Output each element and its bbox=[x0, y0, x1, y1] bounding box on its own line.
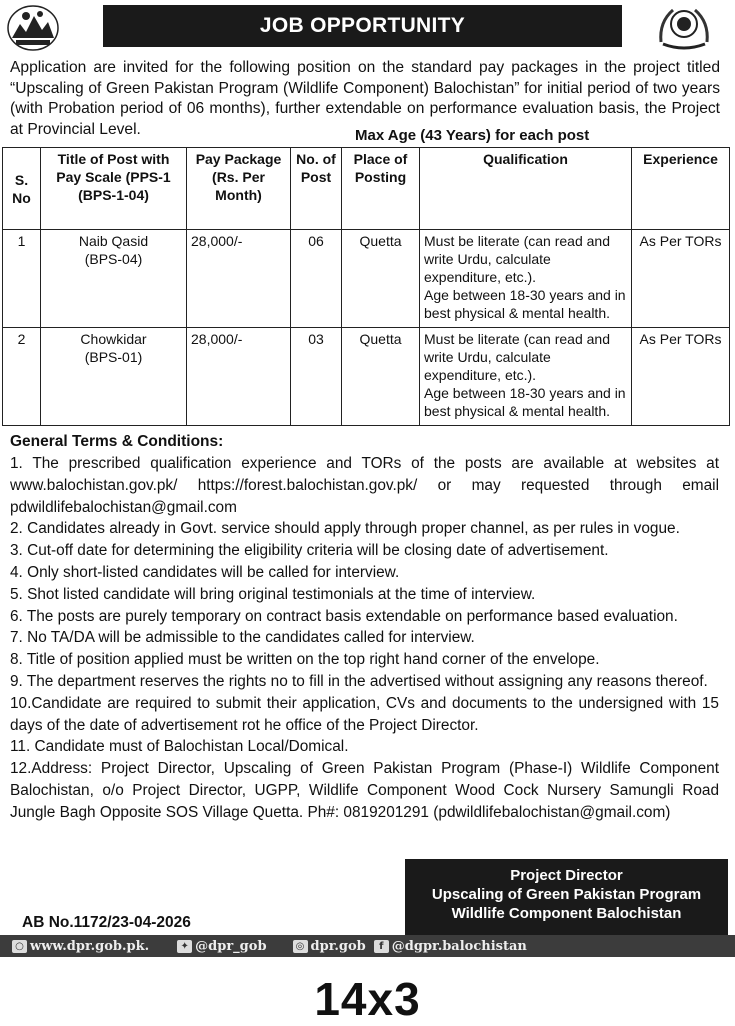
intro-paragraph: Application are invited for the following position on the standard pay packages in the project titled “Upscaling of Green Pakistan Program (Wildlife Component) Balochistan” for initial period of two years (with Probation period of 06 months), further extendable on performance evaluation basis, the Project at Provincial Level. bbox=[10, 59, 720, 138]
term-item: 11. Candidate must of Balochistan Local/Domical. bbox=[10, 738, 349, 756]
footer-bar bbox=[0, 935, 735, 957]
term-item: 7. No TA/DA will be admissible to the candidates called for interview. bbox=[10, 629, 475, 647]
col-header-experience: Experience bbox=[632, 148, 730, 230]
qualification-literacy: Must be literate (can read and write Urdu, calculate expenditure, etc.). bbox=[424, 233, 610, 285]
footer-facebook bbox=[374, 939, 527, 954]
post-scale: (BPS-01) bbox=[84, 349, 143, 365]
term-item: 12.Address: Project Director, Upscaling of Green Pakistan Program (Phase-I) Wildlife Component Balochistan, o/o Project Director, UGPP, Wildlife Component Wood Cock Nursery Samungli Road Jungle Bagh Opposite SOS Village Quetta. Ph#: 0819201291 (pdwildlifebalochistan@gmail.com) bbox=[10, 760, 719, 821]
footer-facebook-text: @dgpr.balochistan bbox=[391, 938, 527, 954]
row-sno: 1 bbox=[3, 230, 41, 328]
qualification-literacy: Must be literate (can read and write Urdu, calculate expenditure, etc.). bbox=[424, 331, 610, 383]
qualification-age: Age between 18-30 years and in best physical & mental health. bbox=[424, 287, 626, 321]
term-item: 1. The prescribed qualification experience and TORs of the posts are available at websites at www.balochistan.gov.pk/ https://forest.balochistan.gov.pk/ or may requested through email pdwildlifebalochistan@gmail.com bbox=[10, 455, 719, 516]
row-place: Quetta bbox=[342, 328, 420, 426]
row-title bbox=[41, 230, 187, 328]
row-qualification bbox=[420, 328, 632, 426]
row-qualification bbox=[420, 230, 632, 328]
signature-component: Wildlife Component Balochistan bbox=[451, 905, 682, 922]
balochistan-govt-emblem-icon bbox=[6, 4, 60, 52]
footer-instagram-text: dpr.gob bbox=[310, 938, 366, 954]
term-item: 9. The department reserves the rights no to fill in the advertised without assigning any reasons thereof. bbox=[10, 672, 708, 690]
forest-wildlife-dept-emblem-icon bbox=[655, 2, 713, 54]
col-header-title: Title of Post with Pay Scale (PPS-1 (BPS-1-04) bbox=[41, 148, 187, 230]
col-header-pay: Pay Package (Rs. Per Month) bbox=[187, 148, 291, 230]
terms-list bbox=[10, 453, 719, 824]
ab-number: AB No.1172/23-04-2026 bbox=[22, 914, 191, 931]
table-row bbox=[3, 230, 730, 328]
ad-size-code: 14x3 bbox=[314, 973, 421, 1025]
max-age-note: Max Age (43 Years) for each post bbox=[355, 127, 590, 144]
row-experience: As Per TORs bbox=[632, 328, 730, 426]
col-header-posts: No. of Post bbox=[291, 148, 342, 230]
col-header-qualification: Qualification bbox=[420, 148, 632, 230]
page-title: JOB OPPORTUNITY bbox=[103, 5, 622, 47]
footer-website bbox=[12, 939, 149, 954]
table-row bbox=[3, 328, 730, 426]
terms-heading: General Terms & Conditions: bbox=[10, 433, 224, 450]
term-item: 4. Only short-listed candidates will be called for interview. bbox=[10, 563, 400, 581]
row-pay: 28,000/- bbox=[187, 230, 291, 328]
footer-website-text: www.dpr.gob.pk. bbox=[30, 938, 150, 954]
row-title bbox=[41, 328, 187, 426]
col-header-sno: S. No bbox=[3, 148, 41, 230]
row-place: Quetta bbox=[342, 230, 420, 328]
post-title: Naib Qasid bbox=[78, 233, 149, 249]
term-item: 3. Cut-off date for determining the eligibility criteria will be closing date of advertisement. bbox=[10, 542, 609, 560]
qualification-age: Age between 18-30 years and in best physical & mental health. bbox=[424, 385, 626, 419]
term-item: 6. The posts are purely temporary on contract basis extendable on performance based evaluation. bbox=[10, 607, 678, 625]
signature-program: Upscaling of Green Pakistan Program bbox=[431, 886, 702, 903]
term-item: 10.Candidate are required to submit their application, CVs and documents to the undersigned with 15 days of the date of advertisement rot he office of the Project Director. bbox=[10, 694, 719, 734]
signature-block bbox=[405, 859, 728, 935]
footer-twitter-text: @dpr_gob bbox=[195, 938, 267, 954]
footer-instagram bbox=[293, 939, 366, 954]
footer-twitter bbox=[177, 939, 266, 954]
jobs-table bbox=[2, 147, 730, 426]
post-scale: (BPS-04) bbox=[84, 251, 143, 267]
signature-designation: Project Director bbox=[510, 867, 623, 884]
globe-icon: ○ bbox=[12, 940, 27, 953]
term-item: 5. Shot listed candidate will bring original testimonials at the time of interview. bbox=[10, 585, 536, 603]
facebook-icon: f bbox=[374, 940, 389, 953]
row-sno: 2 bbox=[3, 328, 41, 426]
row-pay: 28,000/- bbox=[187, 328, 291, 426]
row-posts: 06 bbox=[291, 230, 342, 328]
post-title: Chowkidar bbox=[80, 331, 147, 347]
term-item: 8. Title of position applied must be written on the top right hand corner of the envelope. bbox=[10, 651, 600, 669]
twitter-icon: ✦ bbox=[177, 940, 192, 953]
instagram-icon: ◎ bbox=[293, 940, 308, 953]
row-posts: 03 bbox=[291, 328, 342, 426]
term-item: 2. Candidates already in Govt. service should apply through proper channel, as per rules in vogue. bbox=[10, 520, 680, 538]
col-header-place: Place of Posting bbox=[342, 148, 420, 230]
row-experience: As Per TORs bbox=[632, 230, 730, 328]
